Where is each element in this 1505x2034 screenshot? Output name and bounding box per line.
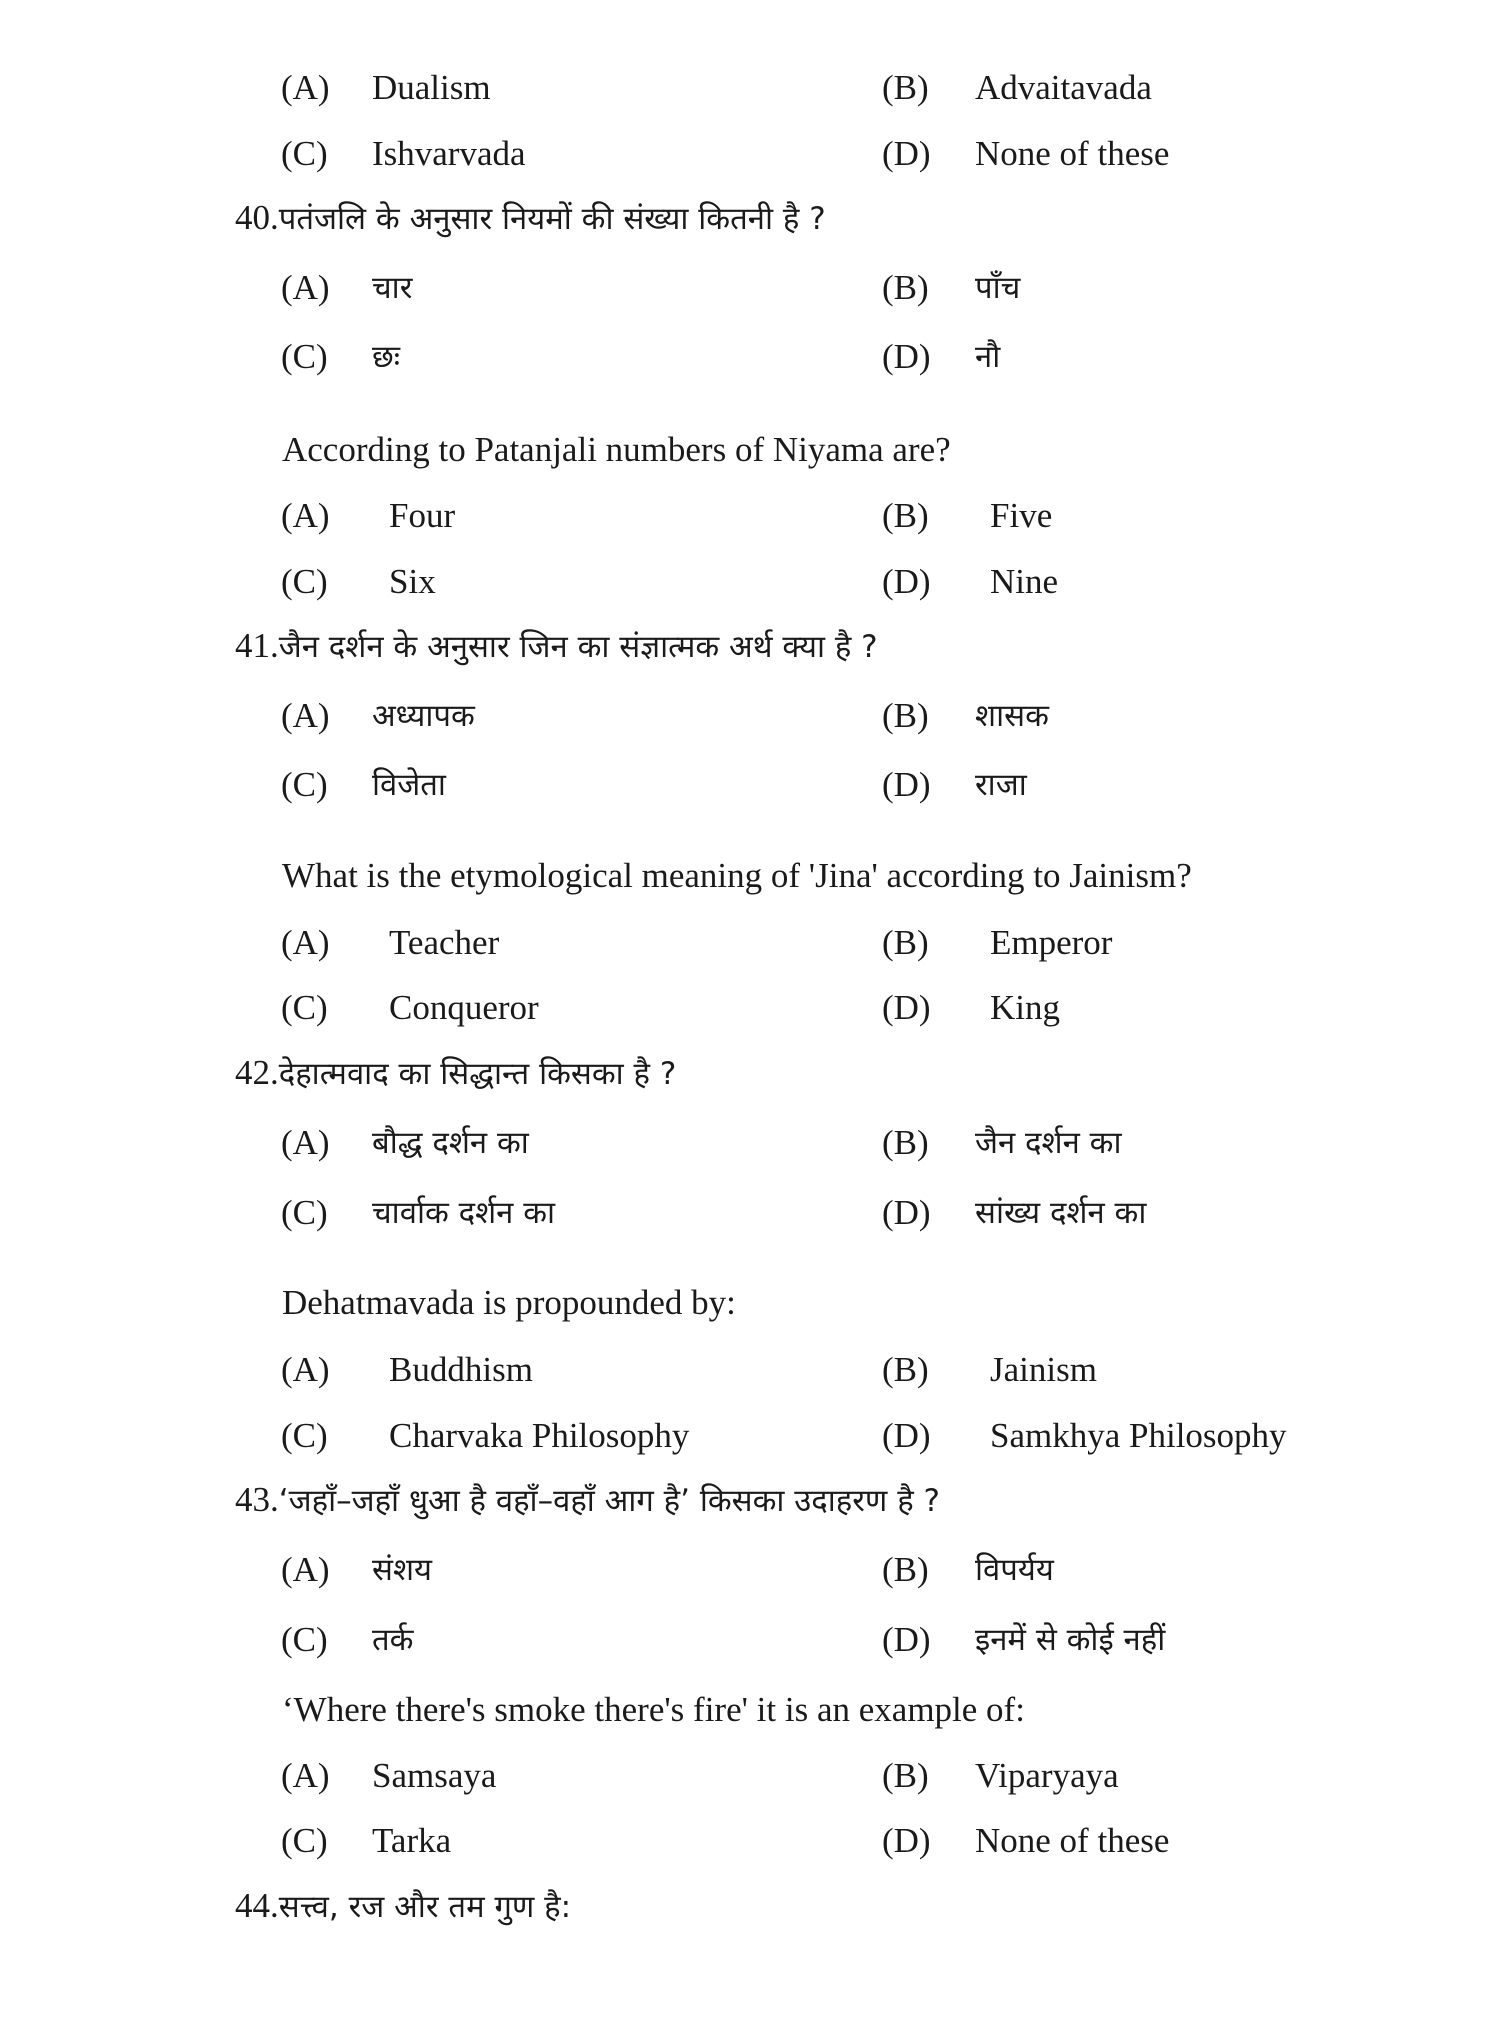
option-text: Emperor [990,923,1113,962]
option-label: (A) [281,1350,330,1389]
option-text: चार्वाक दर्शन का [372,1195,556,1231]
option-text: Ishvarvada [372,134,526,173]
question-number [235,1876,571,1937]
option-text: विजेता [372,767,446,803]
option-text: Five [990,496,1053,535]
option-text: Viparyaya [975,1756,1119,1795]
option-label: (C) [281,562,328,601]
option-text: Samkhya Philosophy [990,1416,1287,1455]
option-text: Four [389,496,456,535]
option-label: (B) [882,1123,929,1162]
option-label: (A) [281,696,330,735]
hindi-question-text: सत्त्व, रज और तम गुण है: [278,1889,572,1925]
question-number-text: 41. [235,626,279,665]
question-number-text: 44. [235,1886,279,1925]
option-text: Teacher [389,923,500,962]
option-label: (C) [281,988,328,1027]
option-label: (C) [281,1821,328,1860]
hindi-question-text: जैन दर्शन के अनुसार जिन का संज्ञात्मक अर्थ क्या है ? [278,629,878,665]
option-text: संशय [372,1552,433,1588]
option-text: बौद्ध दर्शन का [372,1125,529,1161]
question-number-text: 42. [235,1053,279,1092]
english-question-text: Dehatmavada is propounded by: [282,1283,736,1322]
option-label: (D) [882,337,931,376]
option-text: Tarka [372,1821,452,1860]
question-number [235,188,826,249]
option-text: इनमें से कोई नहीं [975,1622,1166,1658]
option-label: (B) [882,1756,929,1795]
option-label: (A) [281,1756,330,1795]
english-question-text: ‘Where there's smoke there's fire' it is an example of: [282,1690,1025,1729]
option-label: (C) [281,1620,328,1659]
option-text: None of these [975,134,1170,173]
question-number [235,1470,940,1531]
option-label: (B) [882,496,929,535]
english-question-text: According to Patanjali numbers of Niyama are? [282,430,951,469]
option-label: (B) [882,1350,929,1389]
question-number [235,616,878,677]
option-text: King [990,988,1060,1027]
option-text: Advaitavada [975,68,1152,107]
option-text: Buddhism [389,1350,533,1389]
question-number-text: 43. [235,1480,279,1519]
option-label: (D) [882,1620,931,1659]
option-label: (B) [882,696,929,735]
option-text: None of these [975,1821,1170,1860]
option-text: Six [389,562,436,601]
option-text: सांख्य दर्शन का [975,1195,1147,1231]
option-text: Samsaya [372,1756,497,1795]
option-text: पाँच [975,270,1021,306]
option-label: (D) [882,562,931,601]
option-label: (A) [281,1123,330,1162]
option-text: Nine [990,562,1059,601]
option-text: छः [372,339,400,375]
option-label: (D) [882,765,931,804]
option-text: Charvaka Philosophy [389,1416,690,1455]
option-text: शासक [975,698,1049,734]
option-text: विपर्यय [975,1552,1054,1588]
hindi-question-text: पतंजलि के अनुसार नियमों की संख्या कितनी है ? [278,201,826,237]
option-label: (A) [281,68,330,107]
hindi-question-text: देहात्मवाद का सिद्धान्त किसका है ? [278,1056,677,1092]
option-label: (B) [882,923,929,962]
option-text: Dualism [372,68,491,107]
option-label: (D) [882,988,931,1027]
option-label: (A) [281,923,330,962]
option-text: Conqueror [389,988,539,1027]
option-label: (A) [281,268,330,307]
option-text: राजा [975,767,1027,803]
option-label: (C) [281,134,328,173]
option-label: (D) [882,134,931,173]
option-label: (C) [281,765,328,804]
option-text: अध्यापक [372,698,475,734]
option-label: (D) [882,1416,931,1455]
option-label: (B) [882,268,929,307]
option-text: Jainism [990,1350,1097,1389]
option-label: (B) [882,1550,929,1589]
english-question-text: What is the etymological meaning of 'Jina' according to Jainism? [282,856,1192,895]
hindi-question-text: ‘जहाँ–जहाँ धुआ है वहाँ–वहाँ आग है’ किसका उदाहरण है ? [278,1483,940,1519]
option-text: नौ [975,339,1001,375]
option-text: जैन दर्शन का [975,1125,1122,1161]
option-label: (C) [281,1193,328,1232]
option-label: (C) [281,337,328,376]
question-number-text: 40. [235,198,279,237]
option-label: (A) [281,1550,330,1589]
option-text: चार [372,270,413,306]
option-label: (D) [882,1193,931,1232]
option-label: (D) [882,1821,931,1860]
option-text: तर्क [372,1622,414,1658]
question-number [235,1043,676,1104]
option-label: (B) [882,68,929,107]
option-label: (A) [281,496,330,535]
option-label: (C) [281,1416,328,1455]
